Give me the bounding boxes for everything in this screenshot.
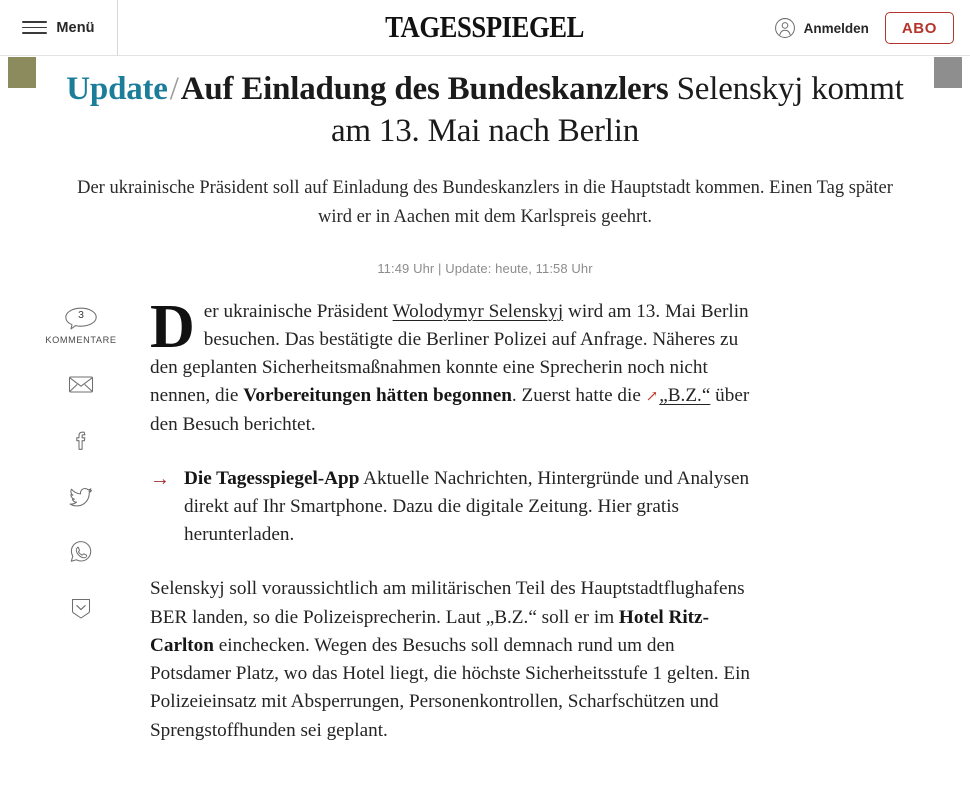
paragraph-2 xyxy=(150,575,750,744)
p2-bold: Hotel Ritz-Carlton xyxy=(150,606,709,656)
envelope-icon xyxy=(64,367,98,401)
p1-text-a: Der ukrainische Präsident xyxy=(150,292,393,361)
app-promo-description: Aktuelle Nachrichten, Hintergründe und Analysen direkt auf Ihr Smartphone. Dazu die digitale Zeitung. Hier gratis herunterladen. xyxy=(184,467,750,546)
chevron-down-icon xyxy=(64,591,98,625)
p2-text-a: Selenskyj soll voraussichtlich am militärischen Teil des Hauptstadtflughafens BER landen, so die Polizeisprecherin. Laut „B.Z.“ soll er im xyxy=(150,578,745,628)
share-twitter-button[interactable] xyxy=(64,479,98,513)
headline-light-part: Selenskyj kommt am 13. Mai nach Berlin xyxy=(330,71,904,150)
brand-logo[interactable]: TAGESSPIEGEL xyxy=(385,9,585,44)
login-label: Anmelden xyxy=(803,20,869,36)
comments-button[interactable] xyxy=(45,306,116,345)
p1-text-c: . Zuerst hatte die xyxy=(511,385,646,407)
article xyxy=(0,56,970,745)
p1-text-b: wird am 13. Mai Berlin besuchen. Das bestätigte die Berliner Polizei auf Anfrage. Näheres zu den geplanten Sicherheitsmaßnahmen konnte eine Sprecherin noch nicht nennen, die xyxy=(150,300,749,407)
p1-bold: Vorbereitungen hätten begonnen xyxy=(243,385,512,407)
abo-button[interactable]: ABO xyxy=(885,12,954,44)
app-promo-title: Die Tagesspiegel-App xyxy=(184,467,360,489)
p2-text-b: einchecken. Wegen des Besuchs soll demnach rund um den Potsdamer Platz, wo das Hotel liegt, die höchste Sicherheitsstufe 1 gelten. Ein Polizeieinsatz mit Absperrungen, Personenkontrollen, Scharfschützen und Sprengstoffhunden sei geplant. xyxy=(150,634,751,741)
menu-button[interactable] xyxy=(0,0,118,56)
standfirst: Der ukrainische Präsident soll auf Einladung des Bundeskanzlers in die Hauptstadt kommen. Einen Tag später wird er in Aachen mit dem Karlspreis geehrt. xyxy=(77,178,893,227)
login-button[interactable] xyxy=(774,17,869,39)
comment-count: 3 xyxy=(78,308,84,321)
twitter-bird-icon xyxy=(64,479,98,513)
share-facebook-button[interactable] xyxy=(64,423,98,457)
article-text-column xyxy=(150,292,751,745)
share-more-button[interactable] xyxy=(64,591,98,625)
headline-bold-part: Auf Einladung des Bundeskanzlers xyxy=(180,71,669,107)
link-bz[interactable]: „B.Z.“ xyxy=(659,385,711,407)
link-selenskyj[interactable]: Wolodymyr Selenskyj xyxy=(392,300,564,322)
share-rail xyxy=(42,306,120,625)
timestamp: 11:49 Uhr | Update: heute, 11:58 Uhr xyxy=(377,260,593,276)
menu-label: Menü xyxy=(56,19,95,36)
app-promo-block[interactable] xyxy=(150,465,750,550)
headline-kicker: Update xyxy=(66,71,168,107)
paragraph-1 xyxy=(150,292,750,439)
share-email-button[interactable] xyxy=(64,367,98,401)
share-whatsapp-button[interactable] xyxy=(64,535,98,569)
page-title xyxy=(59,68,911,152)
site-header xyxy=(0,0,970,56)
app-promo-text xyxy=(184,465,750,550)
arrow-right-icon: → xyxy=(150,467,170,490)
hamburger-icon xyxy=(22,21,47,34)
article-body-wrapper xyxy=(0,292,970,745)
user-account-icon xyxy=(774,17,796,39)
facebook-icon xyxy=(64,423,98,457)
headline-separator: / xyxy=(169,71,179,107)
external-link-arrow-icon: ↗ xyxy=(645,389,659,406)
comments-label: KOMMENTARE xyxy=(45,334,117,345)
whatsapp-icon xyxy=(64,535,98,569)
p1-text-d: über den Besuch berichtet. xyxy=(150,385,750,435)
header-actions xyxy=(774,0,954,56)
comment-bubble-icon xyxy=(61,306,101,332)
